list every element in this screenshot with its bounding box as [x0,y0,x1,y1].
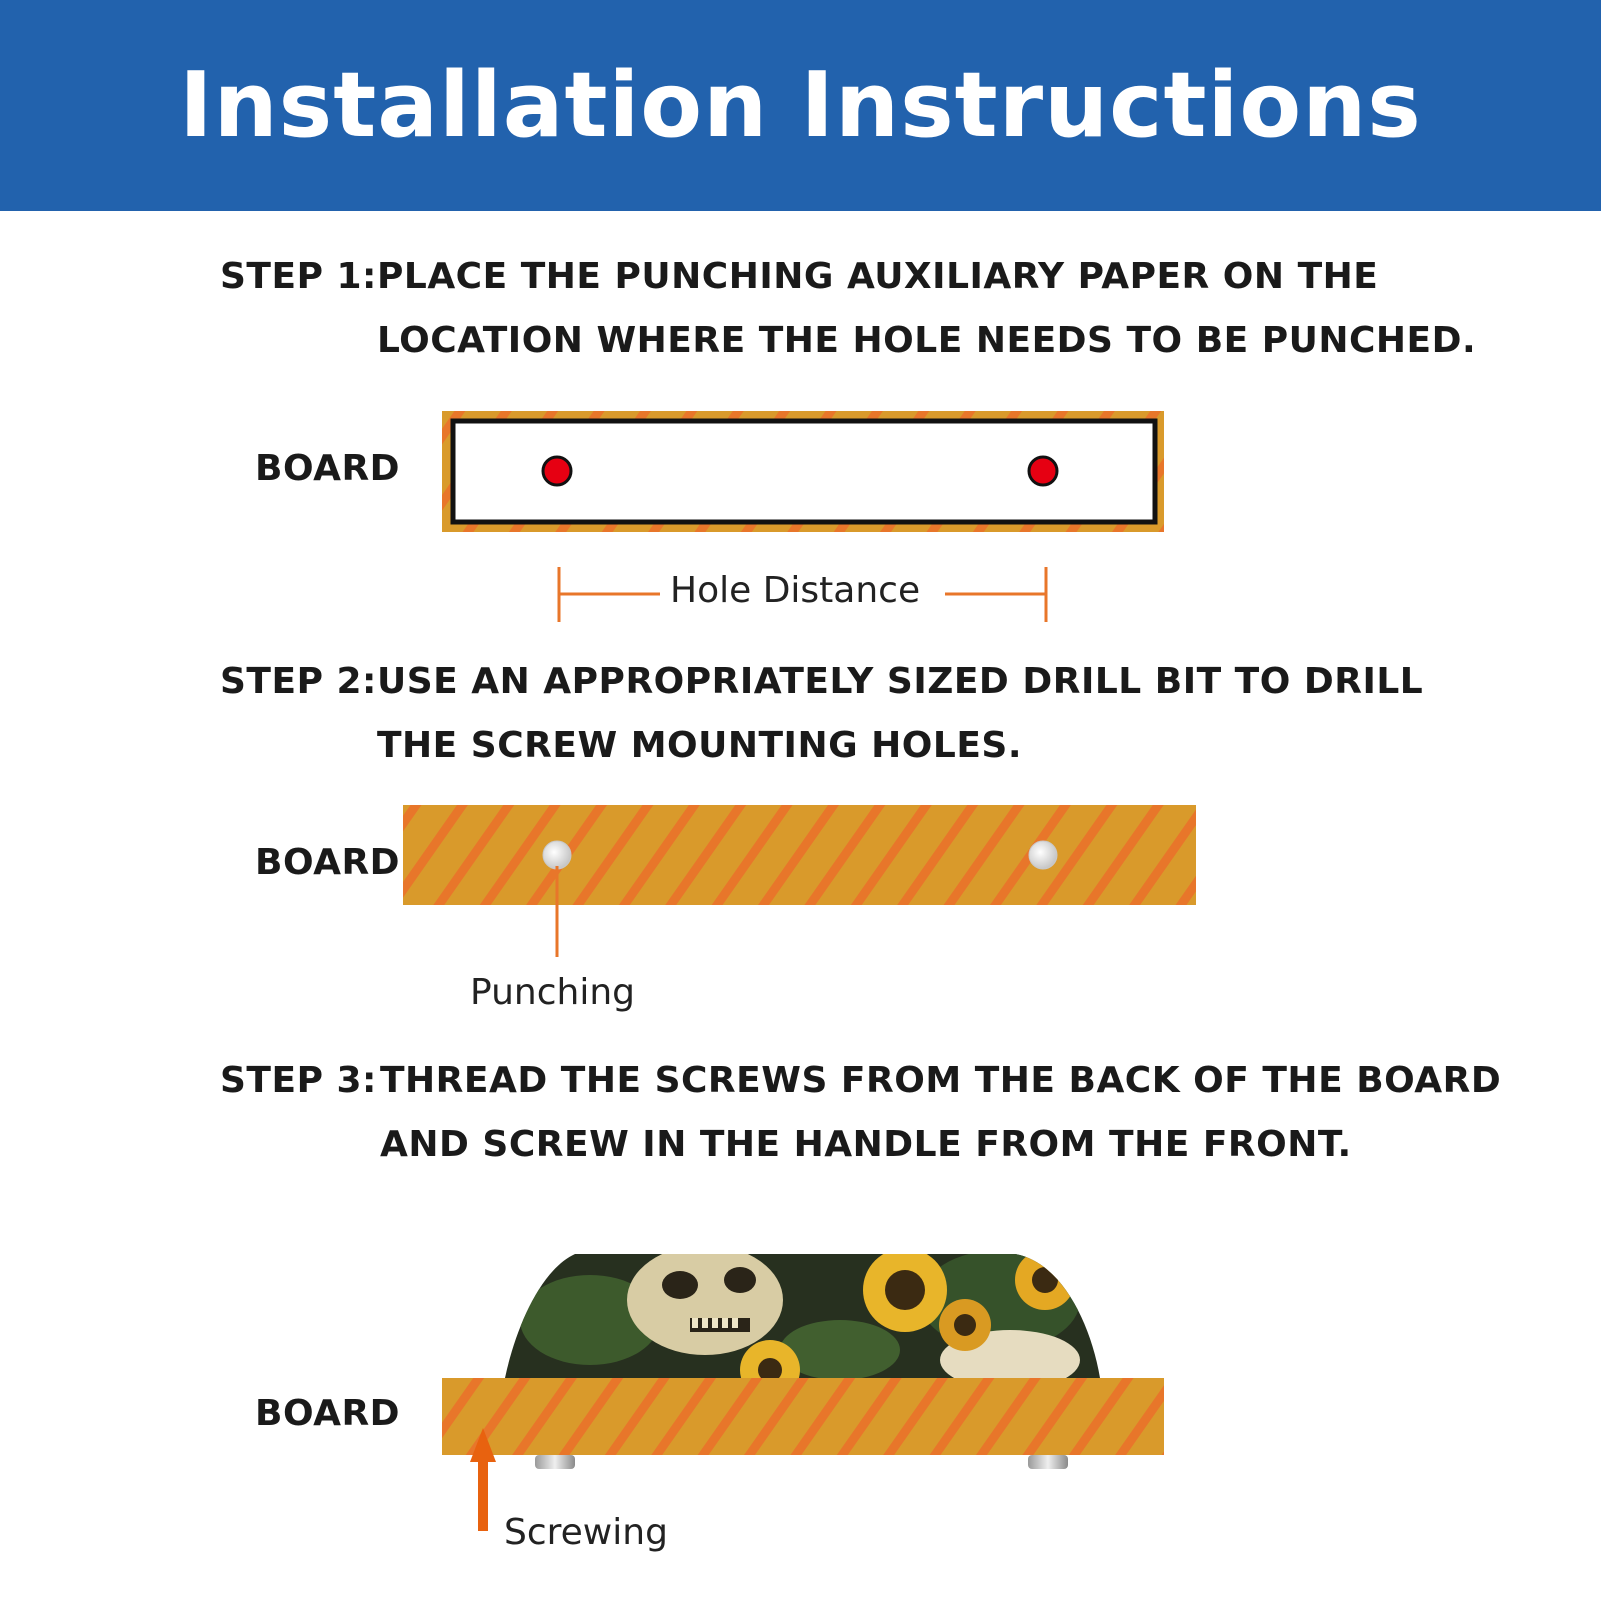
step-3-number: STEP 3: [220,1060,377,1101]
step-1-line-1: PLACE THE PUNCHING AUXILIARY PAPER ON THE [377,256,1379,297]
step-1-line-2: LOCATION WHERE THE HOLE NEEDS TO BE PUNCHED. [377,320,1477,361]
step-2-line-1: USE AN APPROPRIATELY SIZED DRILL BIT TO DRILL [377,661,1424,702]
step-3-board-body [442,1378,1164,1455]
board-label-step-2: BOARD [255,842,401,883]
step-3-line-2: AND SCREW IN THE HANDLE FROM THE FRONT. [380,1124,1352,1165]
sunflower-icon [1015,1250,1075,1310]
screwing-label: Screwing [504,1512,668,1553]
step-1-number: STEP 1: [220,256,377,297]
skull-icon [627,1245,783,1355]
sunflower-icon [863,1248,947,1332]
step-2-board [403,805,1196,957]
punching-label: Punching [470,972,635,1013]
step-2-line-2: THE SCREW MOUNTING HOLES. [377,725,1023,766]
step-2-number: STEP 2: [220,661,377,702]
hole-marker-right [1029,457,1057,485]
screw-right [1028,1455,1068,1469]
drilled-hole-right [1029,841,1057,869]
board-label-step-3: BOARD [255,1393,401,1434]
board-label-step-1: BOARD [255,448,401,489]
step-3-assembly [442,1245,1164,1531]
sunflower-icon [939,1299,991,1351]
handle [505,1245,1100,1400]
step-2-board-body [403,805,1196,905]
hole-distance-dimension [559,567,1046,622]
screw-left [535,1455,575,1469]
hole-marker-left [543,457,571,485]
step-1-board [442,411,1164,532]
drilled-hole-left [543,841,571,869]
step-3-line-1: THREAD THE SCREWS FROM THE BACK OF THE BOARD [380,1060,1502,1101]
page-title: Installation Instructions [179,53,1422,158]
hole-distance-label: Hole Distance [670,570,921,611]
